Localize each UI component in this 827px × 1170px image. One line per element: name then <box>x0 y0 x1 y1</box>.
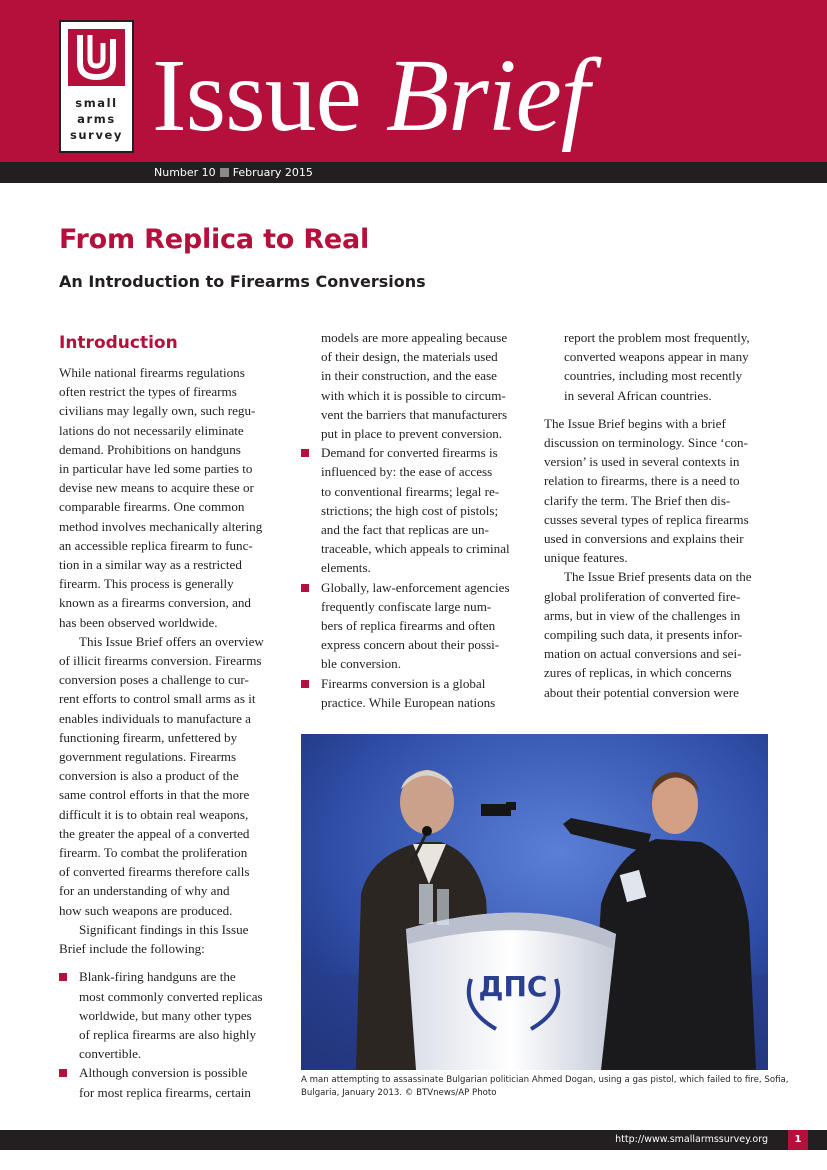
text-column-2 <box>301 328 529 712</box>
text-line: civilians may legally own, such regu- <box>59 403 256 419</box>
text-line: government regulations. Firearms <box>59 749 237 765</box>
text-line: in several African countries. <box>564 387 712 403</box>
text-line: has been observed worldwide. <box>59 614 218 630</box>
text-line: conversion is also a product of the <box>59 768 239 784</box>
text-line: most commonly converted replicas <box>79 988 263 1004</box>
text-line: for most replica firearms, certain <box>79 1084 251 1100</box>
text-line: This Issue Brief offers an overview <box>79 633 264 649</box>
bullet-square-icon <box>59 973 67 981</box>
publication-title-italic: Brief <box>385 38 589 153</box>
publication-title-regular: Issue <box>152 38 361 153</box>
text-line: tion in a similar way as a restricted <box>59 557 242 573</box>
page-number: 1 <box>794 1134 802 1145</box>
text-line: lations do not necessarily eliminate <box>59 422 244 438</box>
text-line: While national firearms regulations <box>59 365 245 380</box>
text-line: of converted firearms therefore calls <box>59 864 250 880</box>
text-line: express concern about their possi- <box>321 637 500 653</box>
text-line: report the problem most frequently, <box>564 330 750 345</box>
text-line: relation to firearms, there is a need to <box>544 473 740 489</box>
issue-number: Number 10 <box>154 166 216 179</box>
text-line: often restrict the types of firearms <box>59 384 237 400</box>
text-line: known as a firearms conversion, and <box>59 595 251 611</box>
text-line: for an understanding of why and <box>59 883 230 899</box>
bullet-line: Demand for converted firearms is <box>301 443 529 462</box>
text-line: compiling such data, it presents infor- <box>544 627 743 643</box>
page-title: From Replica to Real <box>59 224 370 255</box>
section-heading: Introduction <box>59 333 178 353</box>
text-line: demand. Prohibitions on handguns <box>59 441 241 457</box>
text-line: The Issue Brief presents data on the <box>564 569 752 585</box>
text-line: the greater the appeal of a converted <box>59 825 250 841</box>
text-line: an accessible replica firearm to func- <box>59 537 253 553</box>
text-line: Significant findings in this Issue <box>79 921 249 937</box>
text-line: conversion poses a challenge to cur- <box>59 672 249 688</box>
text-line: put in place to prevent conversion. <box>321 426 503 442</box>
text-line: frequently confiscate large num- <box>321 598 492 614</box>
text-line: strictions; the high cost of pistols; <box>321 502 499 518</box>
text-line: and the fact that replicas are un- <box>321 522 489 538</box>
bullet-square-icon <box>301 449 309 457</box>
page-subtitle: An Introduction to Firearms Conversions <box>59 272 426 291</box>
text-line: elements. <box>321 560 371 576</box>
text-line: to conventional firearms; legal re- <box>321 483 500 499</box>
bullet-line: Blank-firing handguns are the <box>59 967 285 986</box>
bullet-line: Firearms conversion is a global <box>301 674 529 693</box>
text-line: rent efforts to control small arms as it <box>59 691 256 707</box>
text-line: in particular have led some parties to <box>59 461 253 477</box>
text-line: firearm. To combat the proliferation <box>59 845 248 861</box>
text-line: traceable, which appeals to criminal <box>321 541 510 557</box>
text-line: of illicit firearms conversion. Firearms <box>59 653 262 669</box>
podium-text: ДПС <box>478 970 548 1003</box>
text-line: mation on actual conversions and sei- <box>544 646 742 662</box>
text-line: devise new means to acquire these or <box>59 480 254 496</box>
text-line: enables individuals to manufacture a <box>59 710 251 726</box>
text-line: method involves mechanically altering <box>59 518 263 534</box>
text-line: converted weapons appear in many <box>564 349 749 365</box>
text-line: how such weapons are produced. <box>59 902 233 918</box>
logo-word: arms <box>77 112 116 126</box>
issue-bar <box>0 162 827 183</box>
footer-url-link[interactable]: http://www.smallarmssurvey.org <box>615 1134 768 1145</box>
caption-line: Bulgaria, January 2013. © BTVnews/AP Photo <box>301 1088 497 1098</box>
text-line: version’ is used in several contexts in <box>544 454 740 470</box>
bullet-square-icon <box>301 584 309 592</box>
text-line: ble conversion. <box>321 656 401 672</box>
logo-word: small <box>75 96 118 110</box>
text-line: in their construction, and the ease <box>321 368 497 384</box>
text-line: of their design, the materials used <box>321 349 498 365</box>
text-line: Brief include the following: <box>59 941 205 957</box>
news-photo <box>301 734 768 1070</box>
text-line: used in conversions and explains their <box>544 531 744 547</box>
text-line: of replica firearms are also highly <box>79 1026 257 1042</box>
bullet-square-icon <box>301 680 309 688</box>
bullet-square-icon <box>59 1069 67 1077</box>
logo-word: survey <box>69 128 124 142</box>
small-arms-survey-logo <box>59 20 134 153</box>
text-line: The Issue Brief begins with a brief <box>544 415 726 431</box>
text-line: about their potential conversion were <box>544 684 739 700</box>
text-line: zures of replicas, in which concerns <box>544 665 732 681</box>
text-line: arms, but in view of the challenges in <box>544 607 741 623</box>
text-line: bers of replica firearms and often <box>321 618 496 634</box>
text-line: difficult it is to obtain real weapons, <box>59 806 249 822</box>
text-line: practice. While European nations <box>321 694 496 710</box>
text-line: with which it is possible to circum- <box>321 387 506 403</box>
caption-line: A man attempting to assassinate Bulgarian politician Ahmed Dogan, using a gas pistol, which failed to fire, Sofia, <box>301 1075 789 1085</box>
text-line: same control efforts in that the more <box>59 787 250 803</box>
text-line: discussion on terminology. Since ‘con- <box>544 435 748 451</box>
publication-title <box>152 38 589 153</box>
text-line: worldwide, but many other types <box>79 1007 252 1023</box>
text-line: countries, including most recently <box>564 368 743 384</box>
text-line: influenced by: the ease of access <box>321 464 493 480</box>
bullet-line: Globally, law-enforcement agencies <box>301 578 529 597</box>
separator-square-icon <box>220 168 229 177</box>
text-column-1 <box>59 363 285 1102</box>
text-line: unique features. <box>544 550 628 566</box>
text-line: firearm. This process is generally <box>59 576 234 592</box>
text-line: comparable firearms. One common <box>59 499 245 515</box>
bullet-line: Although conversion is possible <box>59 1063 285 1082</box>
text-line: clarify the term. The Brief then dis- <box>544 492 731 508</box>
text-column-3 <box>544 328 772 702</box>
photo-caption <box>301 1074 789 1100</box>
text-line: functioning firearm, unfettered by <box>59 729 238 745</box>
text-line: vent the barriers that manufacturers <box>321 406 508 422</box>
text-line: models are more appealing because <box>321 330 508 345</box>
issue-date: February 2015 <box>232 166 313 179</box>
logo-mark-icon <box>68 29 125 86</box>
issue-info <box>154 166 313 179</box>
text-line: convertible. <box>79 1046 142 1062</box>
page-number-box <box>788 1130 808 1150</box>
text-line: cusses several types of replica firearms <box>544 511 749 527</box>
text-line: global proliferation of converted fire- <box>544 588 741 604</box>
